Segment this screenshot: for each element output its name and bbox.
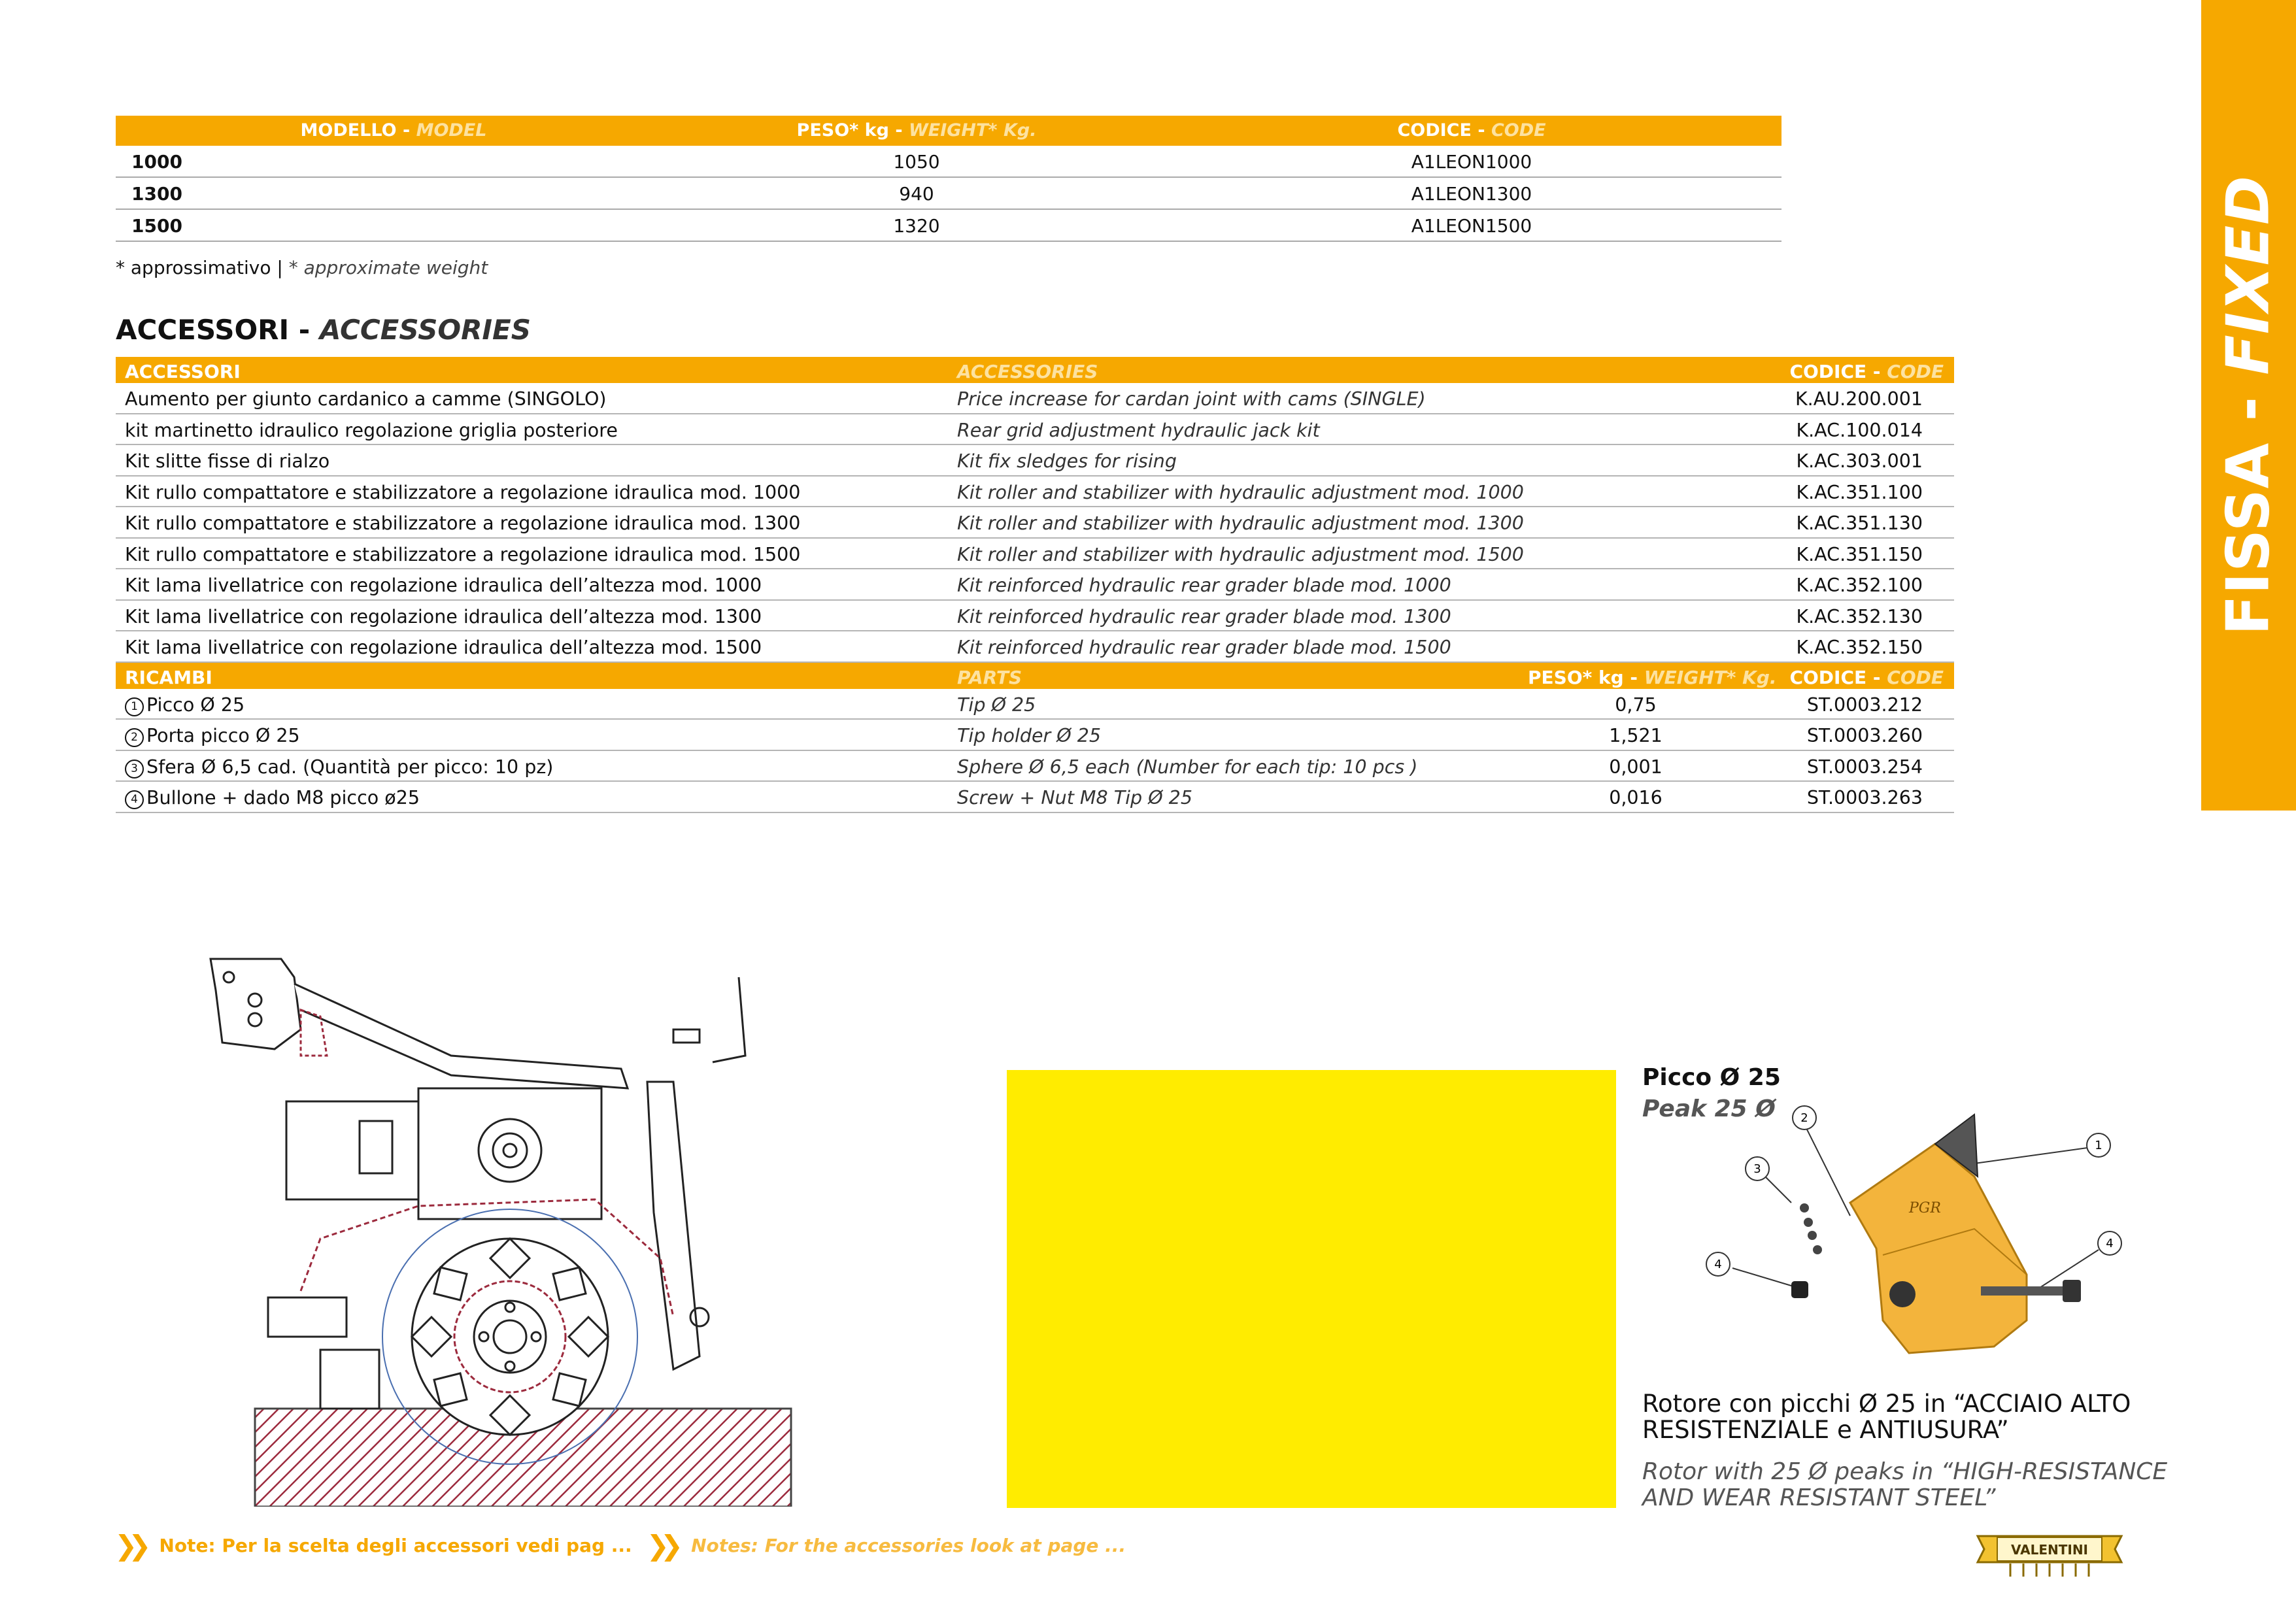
desc-en: Kit fix sledges for rising [957, 450, 1177, 472]
desc-it: 1 Picco Ø 25 [125, 694, 245, 716]
weight-cell: 0,001 [1609, 756, 1663, 778]
table-row [116, 414, 1954, 446]
balls [1800, 1203, 1822, 1254]
desc-en: Tip holder Ø 25 [957, 725, 1102, 746]
side-tab [2201, 0, 2296, 811]
model-cell: 1300 [131, 183, 182, 205]
parts-header [116, 663, 1954, 689]
callout-3 [1746, 1157, 1769, 1180]
rotor-description-it: Rotore con picchi Ø 25 in “ACCIAIO ALTO RESISTENZIALE e ANTIUSURA” [1642, 1390, 2131, 1444]
callout-4-screw [2098, 1231, 2121, 1255]
callout-2 [1793, 1106, 1816, 1129]
double-chevron-icon: ❯❯ [646, 1530, 675, 1562]
weight-cell: 0,75 [1615, 694, 1657, 716]
desc-it: Kit rullo compattatore e stabilizzatore a regolazione idraulica mod. 1500 [125, 543, 801, 565]
code-cell: ST.0003.212 [1806, 694, 1923, 716]
table-row [116, 751, 1954, 782]
header-code: CODICE - CODE [1789, 361, 1944, 382]
desc-it: Kit slitte fisse di rialzo [125, 450, 330, 472]
table-row [116, 477, 1954, 508]
part-number-badge: 3 [125, 760, 144, 778]
peak-title-en: Peak 25 Ø [1642, 1096, 1776, 1122]
desc-en: Kit roller and stabilizer with hydraulic adjustment mod. 1000 [957, 481, 1524, 503]
desc-it: Aumento per giunto cardanico a camme (SINGOLO) [125, 388, 607, 410]
table-row [116, 782, 1954, 813]
desc-en: Price increase for cardan joint with cams (SINGLE) [957, 388, 1426, 410]
desc-it: 3 Sfera Ø 6,5 cad. (Quantità per picco: 10 pz) [125, 756, 553, 778]
accessories-table [116, 357, 1954, 813]
desc-it: Kit rullo compattatore e stabilizzatore a regolazione idraulica mod. 1300 [125, 512, 801, 534]
desc-en: Kit reinforced hydraulic rear grader blade mod. 1500 [957, 637, 1451, 658]
desc-it: 4 Bullone + dado M8 picco ø25 [125, 787, 420, 809]
nut [1791, 1281, 1808, 1298]
desc-en: Screw + Nut M8 Tip Ø 25 [957, 787, 1192, 809]
svg-text:3: 3 [1753, 1162, 1761, 1176]
yellow-panel [1007, 1070, 1616, 1508]
code-cell: K.AC.352.150 [1796, 637, 1923, 658]
side-tab-label: FISSA - FIXED [2214, 175, 2283, 635]
header-weight: PESO* kg - WEIGHT* Kg. [1528, 666, 1777, 688]
model-cell: 1000 [131, 151, 182, 173]
callout-4-nut [1706, 1252, 1730, 1276]
header-parts: PARTS [957, 666, 1022, 688]
desc-it: Kit lama livellatrice con regolazione idraulica dell’altezza mod. 1300 [125, 605, 762, 627]
screw [1981, 1286, 2066, 1296]
table-row [116, 178, 1781, 210]
desc-en: Kit roller and stabilizer with hydraulic adjustment mod. 1500 [957, 543, 1524, 565]
svg-text:1: 1 [2095, 1139, 2102, 1152]
part-number-badge: 2 [125, 728, 144, 747]
callout-1 [2087, 1133, 2110, 1157]
desc-it: 2 Porta picco Ø 25 [125, 725, 300, 747]
machine-drawing [203, 951, 804, 1507]
code-cell: A1LEON1300 [1411, 183, 1532, 205]
valentini-logo [1971, 1523, 2128, 1582]
table-row [116, 445, 1954, 477]
header-code: CODICE - CODE [1789, 666, 1944, 688]
weight-cell: 0,016 [1609, 787, 1663, 809]
note-en: Notes: For the accessories look at page ... [691, 1535, 1126, 1556]
tip-drawing [1687, 1079, 2157, 1366]
header-weight: PESO* kg - WEIGHT* Kg. [796, 120, 1037, 141]
part-number-badge: 1 [125, 697, 144, 716]
weight-footnote: * approssimativo | * approximate weight [116, 257, 488, 278]
header-accessories: ACCESSORIES [957, 361, 1098, 382]
code-cell: K.AC.303.001 [1796, 450, 1923, 472]
desc-it: kit martinetto idraulico regolazione griglia posteriore [125, 419, 618, 441]
table-row [116, 569, 1954, 601]
table-row [116, 539, 1954, 570]
table-row [116, 720, 1954, 751]
table-row [116, 631, 1954, 663]
code-cell: ST.0003.260 [1806, 725, 1923, 746]
header-model: MODELLO - MODEL [300, 120, 487, 141]
weight-cell: 1050 [893, 151, 940, 173]
code-cell: A1LEON1500 [1411, 215, 1532, 237]
code-cell: K.AC.100.014 [1796, 419, 1923, 441]
code-cell: K.AC.351.150 [1796, 543, 1923, 565]
models-table-header [116, 116, 1781, 146]
table-row [116, 146, 1781, 178]
rotor-description-en: Rotor with 25 Ø peaks in “HIGH-RESISTANCE AND WEAR RESISTANT STEEL” [1642, 1458, 2168, 1511]
accessories-note [114, 1530, 1126, 1562]
header-accessori: ACCESSORI [125, 361, 241, 382]
header-ricambi: RICAMBI [125, 666, 212, 688]
note-it: Note: Per la scelta degli accessori vedi pag ... [159, 1535, 632, 1556]
table-row [116, 601, 1954, 632]
code-cell: K.AU.200.001 [1795, 388, 1923, 410]
svg-text:4: 4 [1714, 1258, 1722, 1271]
code-cell: ST.0003.254 [1806, 756, 1923, 778]
svg-text:VALENTINI: VALENTINI [2010, 1542, 2089, 1558]
models-table [116, 116, 1781, 242]
code-cell: K.AC.351.130 [1796, 512, 1923, 534]
accessories-title: ACCESSORI - ACCESSORIES [116, 314, 531, 346]
code-cell: ST.0003.263 [1806, 787, 1923, 809]
desc-it: Kit rullo compattatore e stabilizzatore a regolazione idraulica mod. 1000 [125, 481, 801, 503]
desc-en: Sphere Ø 6,5 each (Number for each tip: 10 pcs ) [957, 756, 1418, 778]
desc-it: Kit lama livellatrice con regolazione idraulica dell’altezza mod. 1500 [125, 637, 762, 658]
weight-cell: 1320 [893, 215, 940, 237]
desc-en: Kit reinforced hydraulic rear grader blade mod. 1300 [957, 605, 1451, 627]
table-row [116, 689, 1954, 720]
desc-en: Rear grid adjustment hydraulic jack kit [957, 419, 1320, 441]
table-row [116, 507, 1954, 539]
holder-stamp: PGR [1909, 1200, 1941, 1216]
weight-cell: 1,521 [1609, 725, 1663, 746]
svg-text:2: 2 [1800, 1111, 1808, 1125]
desc-it: Kit lama livellatrice con regolazione idraulica dell’altezza mod. 1000 [125, 575, 762, 596]
weight-cell: 940 [899, 183, 934, 205]
part-number-badge: 4 [125, 790, 144, 809]
code-cell: K.AC.352.130 [1796, 605, 1923, 627]
desc-en: Tip Ø 25 [957, 694, 1036, 716]
table-row [116, 383, 1954, 414]
peak-title-it: Picco Ø 25 [1642, 1064, 1781, 1091]
header-code: CODICE - CODE [1397, 120, 1546, 141]
model-cell: 1500 [131, 215, 182, 237]
desc-en: Kit reinforced hydraulic rear grader blade mod. 1000 [957, 575, 1451, 596]
svg-text:4: 4 [2106, 1237, 2114, 1250]
code-cell: K.AC.351.100 [1796, 481, 1923, 503]
code-cell: K.AC.352.100 [1796, 575, 1923, 596]
desc-en: Kit roller and stabilizer with hydraulic adjustment mod. 1300 [957, 512, 1524, 534]
code-cell: A1LEON1000 [1411, 151, 1532, 173]
table-row [116, 210, 1781, 242]
accessories-header [116, 357, 1954, 383]
double-chevron-icon: ❯❯ [114, 1530, 143, 1562]
